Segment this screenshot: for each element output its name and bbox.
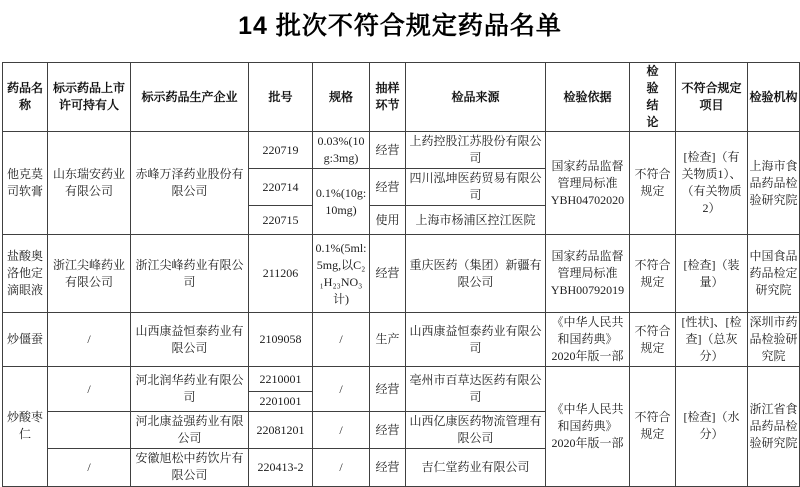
drug-name-cell: 炒僵蚕 bbox=[3, 313, 48, 367]
items-cell: [检查]（有关物质1）、（有关物质2） bbox=[676, 132, 748, 235]
header-row bbox=[3, 63, 800, 132]
header-test-basis: 检验依据 bbox=[546, 63, 630, 132]
spec-cell: 0.03%(10g:3mg) bbox=[313, 132, 370, 169]
stage-cell: 经营 bbox=[370, 412, 406, 449]
stage-cell: 经营 bbox=[370, 132, 406, 169]
basis-standard: 国家药品监督管理局标准 bbox=[551, 249, 624, 281]
basis-cell bbox=[546, 132, 630, 235]
manufacturer-cell: 河北润华药业有限公司 bbox=[131, 367, 249, 412]
basis-edition: 2020年版一部 bbox=[551, 435, 624, 450]
batch-cell: 220715 bbox=[249, 206, 313, 235]
basis-cell bbox=[546, 313, 630, 367]
spec-cell: / bbox=[313, 449, 370, 486]
spec-cell: / bbox=[313, 313, 370, 367]
source-cell: 吉仁堂药业有限公司 bbox=[406, 449, 546, 486]
items-cell: [检查]（装量） bbox=[676, 235, 748, 313]
conclusion-cell: 不符合规定 bbox=[630, 132, 676, 235]
source-cell: 四川泓坤医药贸易有限公司 bbox=[406, 169, 546, 206]
conclusion-cell: 不符合规定 bbox=[630, 313, 676, 367]
holder-cell: / bbox=[48, 367, 131, 412]
stage-cell: 经营 bbox=[370, 235, 406, 313]
basis-cell bbox=[546, 367, 630, 486]
header-specification: 规格 bbox=[313, 63, 370, 132]
table-row bbox=[3, 132, 800, 169]
drug-name-cell: 他克莫司软膏 bbox=[3, 132, 48, 235]
agency-cell: 浙江省食品药品检验研究院 bbox=[748, 367, 800, 486]
spec-cell: 0.1%(5ml:5mg,以C₂₁H₂₃NO₃计) bbox=[313, 235, 370, 313]
header-sample-source: 检品来源 bbox=[406, 63, 546, 132]
items-cell: [性状]、[检查]（总灰分） bbox=[676, 313, 748, 367]
stage-cell: 经营 bbox=[370, 367, 406, 412]
header-manufacturer: 标示药品生产企业 bbox=[131, 63, 249, 132]
batch-cell: 220714 bbox=[249, 169, 313, 206]
header-batch-number: 批号 bbox=[249, 63, 313, 132]
table-row bbox=[3, 235, 800, 313]
batch-cell: 220413-2 bbox=[249, 449, 313, 486]
agency-cell: 上海市食品药品检验研究院 bbox=[748, 132, 800, 235]
items-cell: [检查]（水分） bbox=[676, 367, 748, 486]
manufacturer-cell: 安徽旭松中药饮片有限公司 bbox=[131, 449, 249, 486]
source-cell: 上药控股江苏股份有限公司 bbox=[406, 132, 546, 169]
header-license-holder: 标示药品上市许可持有人 bbox=[48, 63, 131, 132]
batch-cell: 220719 bbox=[249, 132, 313, 169]
stage-cell: 经营 bbox=[370, 449, 406, 486]
drug-name-cell: 盐酸奥洛他定滴眼液 bbox=[3, 235, 48, 313]
table-row bbox=[3, 313, 800, 367]
holder-cell bbox=[48, 412, 131, 449]
holder-cell: / bbox=[48, 313, 131, 367]
table-header bbox=[3, 63, 800, 132]
header-test-agency: 检验机构 bbox=[748, 63, 800, 132]
basis-code: YBH04702020 bbox=[550, 192, 625, 207]
source-cell: 亳州市百草达医药有限公司 bbox=[406, 367, 546, 412]
page bbox=[0, 6, 800, 483]
source-cell: 山西康益恒泰药业有限公司 bbox=[406, 313, 546, 367]
batch-cell: 211206 bbox=[249, 235, 313, 313]
manufacturer-cell: 浙江尖峰药业有限公司 bbox=[131, 235, 249, 313]
basis-cell bbox=[546, 235, 630, 313]
batch-cell: 22081201 bbox=[249, 412, 313, 449]
noncompliant-drugs-table bbox=[2, 62, 800, 487]
stage-cell: 使用 bbox=[370, 206, 406, 235]
agency-cell: 深圳市药品检验研究院 bbox=[748, 313, 800, 367]
page-title: 14 批次不符合规定药品名单 bbox=[238, 12, 562, 40]
conclusion-cell: 不符合规定 bbox=[630, 367, 676, 486]
conclusion-cell: 不符合规定 bbox=[630, 235, 676, 313]
basis-edition: 2020年版一部 bbox=[551, 349, 624, 364]
source-cell: 山西亿康医药物流管理有限公司 bbox=[406, 412, 546, 449]
header-sampling-stage: 抽样环节 bbox=[370, 63, 406, 132]
source-cell: 重庆医药（集团）新疆有限公司 bbox=[406, 235, 546, 313]
spec-cell: 0.1%(10g:10mg) bbox=[313, 169, 370, 235]
basis-standard: 国家药品监督管理局标准 bbox=[551, 158, 624, 190]
basis-code: YBH00792019 bbox=[550, 283, 625, 298]
drug-name-cell: 炒酸枣仁 bbox=[3, 367, 48, 486]
table-body bbox=[3, 132, 800, 486]
holder-cell: 山东瑞安药业有限公司 bbox=[48, 132, 131, 235]
header-test-conclusion: 检验结论 bbox=[630, 63, 676, 132]
holder-cell: 浙江尖峰药业有限公司 bbox=[48, 235, 131, 313]
agency-cell: 中国食品药品检定研究院 bbox=[748, 235, 800, 313]
header-drug-name: 药品名称 bbox=[3, 63, 48, 132]
source-cell: 上海市杨浦区控江医院 bbox=[406, 206, 546, 235]
stage-cell: 生产 bbox=[370, 313, 406, 367]
manufacturer-cell: 赤峰万泽药业股份有限公司 bbox=[131, 132, 249, 235]
manufacturer-cell: 河北康益强药业有限公司 bbox=[131, 412, 249, 449]
basis-book: 《中华人民共和国药典》 bbox=[551, 315, 624, 347]
batch-cell: 2201001 bbox=[249, 392, 313, 412]
manufacturer-cell: 山西康益恒泰药业有限公司 bbox=[131, 313, 249, 367]
table-row bbox=[3, 367, 800, 392]
stage-cell: 经营 bbox=[370, 169, 406, 206]
holder-cell: / bbox=[48, 449, 131, 486]
basis-book: 《中华人民共和国药典》 bbox=[551, 401, 624, 433]
header-noncompliant-items: 不符合规定项目 bbox=[676, 63, 748, 132]
batch-cell: 2210001 bbox=[249, 367, 313, 392]
spec-cell: / bbox=[313, 367, 370, 412]
batch-cell: 2109058 bbox=[249, 313, 313, 367]
spec-cell: / bbox=[313, 412, 370, 449]
